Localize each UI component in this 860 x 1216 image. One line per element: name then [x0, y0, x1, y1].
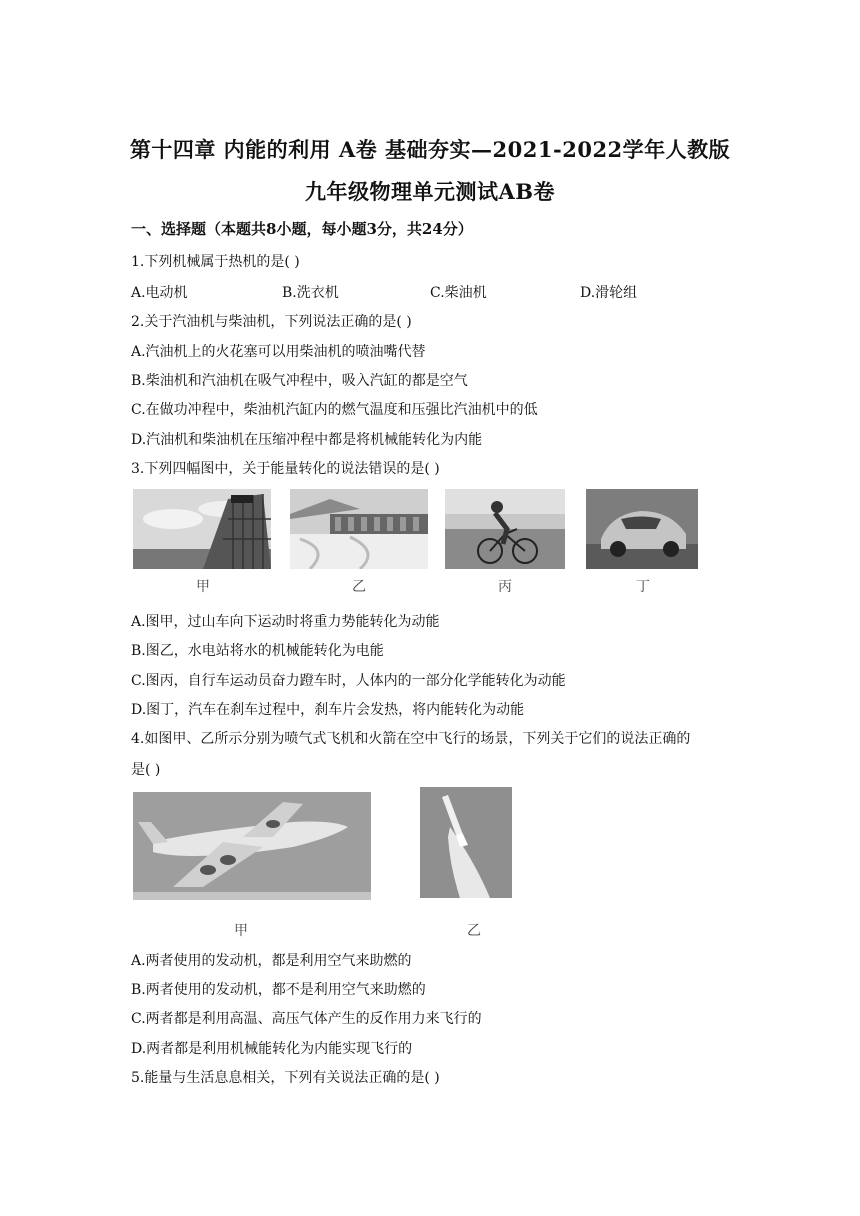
- q2-stem: 2.关于汽油机与柴油机，下列说法正确的是( ): [131, 314, 412, 330]
- cyclist-photo: [445, 489, 565, 569]
- jet-airplane-photo: [133, 792, 371, 900]
- q4-caption-jia: 甲: [234, 923, 248, 939]
- hydropower-dam-photo: [290, 489, 428, 569]
- roller-coaster-photo: [133, 489, 271, 569]
- q2-option-c: C.在做功冲程中，柴油机汽缸内的燃气温度和压强比汽油机中的低: [131, 402, 538, 418]
- q3-option-c: C.图丙，自行车运动员奋力蹬车时，人体内的一部分化学能转化为动能: [131, 673, 566, 689]
- q4-stem-line1: 4.如图甲、乙所示分别为喷气式飞机和火箭在空中飞行的场景，下列关于它们的说法正确的: [131, 731, 691, 747]
- q3-option-a: A.图甲，过山车向下运动时将重力势能转化为动能: [131, 614, 440, 630]
- q2-option-b: B.柴油机和汽油机在吸气冲程中，吸入汽缸的都是空气: [131, 373, 468, 389]
- q1-option-b: B.洗衣机: [282, 285, 339, 301]
- q1-option-d: D.滑轮组: [580, 285, 638, 301]
- doc-title-line2: 九年级物理单元测试AB卷: [304, 179, 556, 204]
- q4-stem-line2: 是( ): [131, 762, 161, 778]
- rocket-launch-photo: [420, 787, 512, 898]
- q4-option-a: A.两者使用的发动机，都是利用空气来助燃的: [131, 953, 412, 969]
- q4-option-b: B.两者使用的发动机，都不是利用空气来助燃的: [131, 982, 426, 998]
- q3-caption-jia: 甲: [196, 579, 210, 595]
- q3-caption-bing: 丙: [498, 579, 512, 595]
- q1-stem: 1.下列机械属于热机的是( ): [131, 254, 300, 270]
- q4-option-d: D.两者都是利用机械能转化为内能实现飞行的: [131, 1041, 413, 1057]
- car-braking-photo: [586, 489, 698, 569]
- q5-stem: 5.能量与生活息息相关，下列有关说法正确的是( ): [131, 1070, 440, 1086]
- q3-caption-yi: 乙: [352, 579, 366, 595]
- doc-title-line1: 第十四章 内能的利用 A卷 基础夯实—2021-2022学年人教版: [129, 137, 731, 162]
- q2-option-a: A.汽油机上的火花塞可以用柴油机的喷油嘴代替: [131, 344, 426, 360]
- q4-caption-yi: 乙: [467, 923, 481, 939]
- q3-caption-ding: 丁: [636, 579, 650, 595]
- q2-option-d: D.汽油机和柴油机在压缩冲程中都是将机械能转化为内能: [131, 432, 483, 448]
- section-heading: 一、选择题（本题共8小题，每小题3分，共24分）: [131, 220, 473, 238]
- q3-option-d: D.图丁，汽车在刹车过程中，刹车片会发热，将内能转化为动能: [131, 702, 525, 718]
- q1-option-c: C.柴油机: [430, 285, 487, 301]
- q1-option-a: A.电动机: [131, 285, 188, 301]
- q4-option-c: C.两者都是利用高温、高压气体产生的反作用力来飞行的: [131, 1011, 482, 1027]
- q3-stem: 3.下列四幅图中，关于能量转化的说法错误的是( ): [131, 461, 440, 477]
- q3-option-b: B.图乙，水电站将水的机械能转化为电能: [131, 643, 384, 659]
